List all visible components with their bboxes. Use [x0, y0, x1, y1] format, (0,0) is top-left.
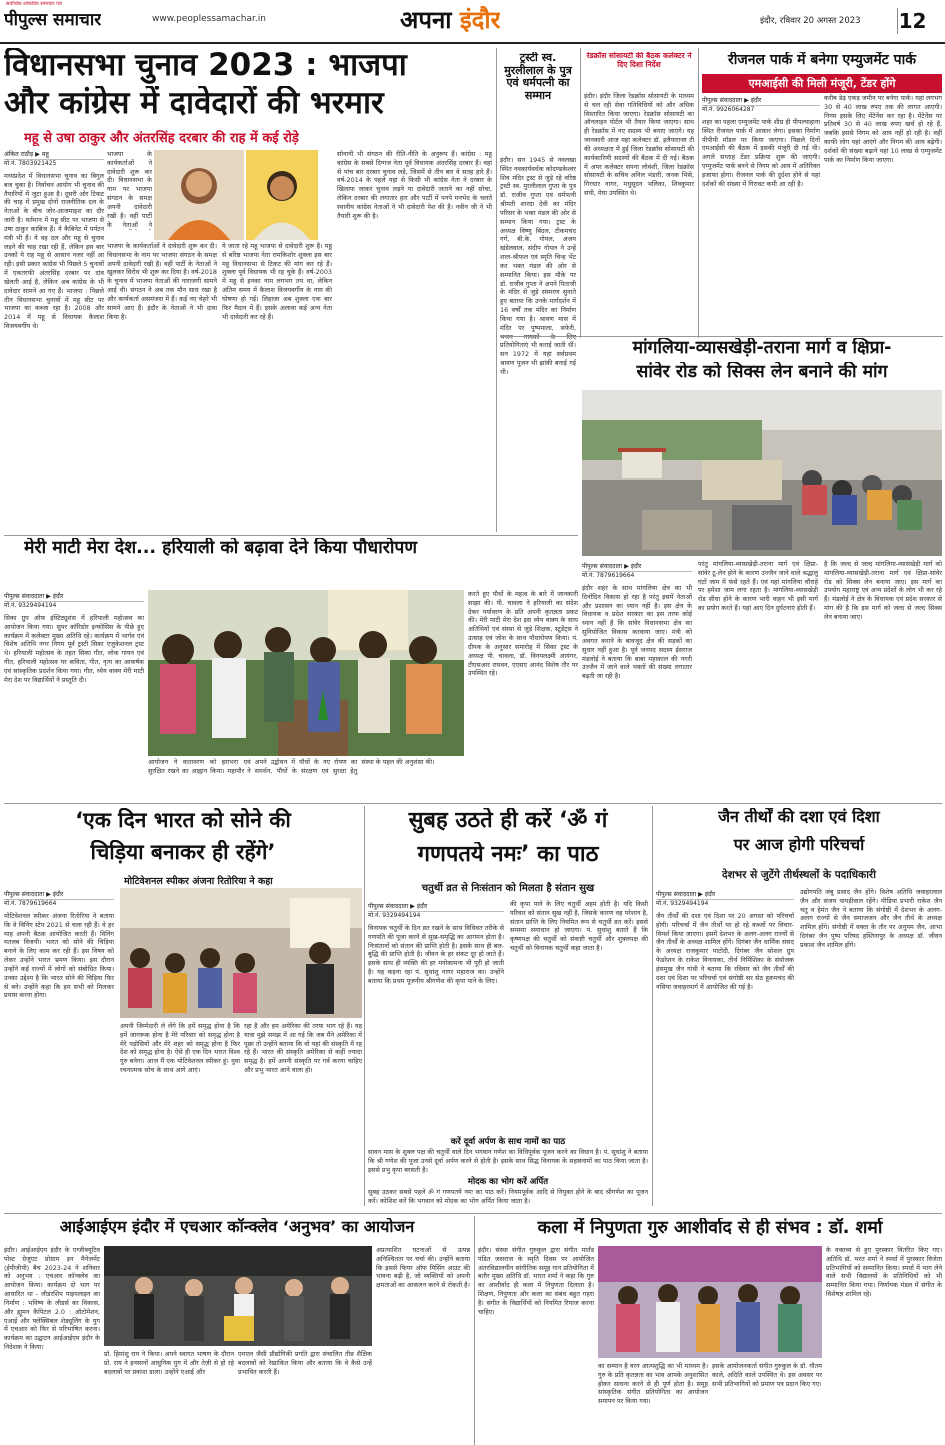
lead-headline-line1: विधानसभा चुनाव 2023 : भाजपा — [4, 48, 407, 83]
mangliya-body-a: इंदौर शहर के साथ मांगलिया क्षेत्र का भी दिनोंदिन विकास हो रहा है परंतु इसमें नेताओं और प्रशासन का ध्यान नहीं है। इस क्षेत्र के विधायक व प्रदेश सरकार का इस तरफ कोई ध्यान नहीं है कि सांवेर विधानसभा क्षेत्र का सुनियोजित विकास करवाया जाए। मंत्री को अवगत कराने के बावजूद क्षेत्र की सड़कों का सुधार नहीं हुआ है। पूर्व जनपद सदस्य ईसराज मंडलोई ने बताया कि बाबा महाकाल की नगरी उज्जैन में जाने वाले भक्तों की संख्या लगातार बढ़ती जा रही है। — [582, 584, 692, 681]
iim-story — [4, 1218, 470, 1445]
lead-story — [4, 48, 492, 532]
park-body-b: करीब डेढ़ एकड़ जमीन पर बनेगा पार्क। यहां लगभग 30 से 40 लाख रुपए तक की लागत आएगी। निगम इसके लिए मेंटेनेंस कर रहा है। मेंटेनेंस पर प्रतिवर्ष 30 से 40 लाख रुपए खर्च हो रहे हैं, जबकि इससे निगम को आय नहीं हो रही है। वहीं काफी लोग यहां आएंगे और निगम की आय बढ़ेगी। दर्शकों की संख्या बढ़ाने यहां 10 लाख से एम्युजमेंट पार्क का निर्माण किया जाएगा। — [824, 94, 942, 164]
ganpati-subhead3: मोदक का भोग करें अर्पित — [467, 1177, 549, 1187]
gold-byline: पीपुल्स संवाददाता ▶ इंदौर — [4, 888, 114, 900]
redcross-story — [584, 52, 694, 332]
plantation-headline: मेरी माटी मेरा देश... हरियाली को बढ़ावा देने किया पौधारोपण — [24, 538, 418, 558]
portrait-icon — [154, 150, 244, 240]
kala-story — [478, 1218, 942, 1445]
lead-body-col4: सोनानी भी संगठन की रीति-नीति के अनुरूप हैं। कांग्रेस : महू कांग्रेस के सबसे दिग्गज नेता पूर्व विधायक अंतरसिंह दरबार हैं। वहां से पांच बार दरबार चुनाव लड़े, जिसमें से तीन बार वे सतह हारे हैं। वर्ष-2014 के पहले यहां से किसी भी कांग्रेस नेता ने दरबार के खिलाफ जाकर चुनाव लड़ने या दावेदारी जताने का नहीं सोचा, लेकिन दरबार की लगातार हार और पार्टी में पनपे मनभेद के चलते स्थानीय कांग्रेस नेताओं ने भी दावेदारी पेश की है। नवीन जी ने भी तैयारी शुरू की है। — [337, 150, 492, 220]
jain-subhead: देशभर से जुटेंगे तीर्थस्थलों के पदाधिकारी — [722, 869, 876, 881]
jain-story — [656, 808, 942, 1208]
traffic-photo — [582, 390, 942, 556]
lead-body-col2: भाजपा के कार्यकर्ताओं ने दावेदारी शुरू कर दी। विधानसभा के नाम पर भाजपा संगठन के समक्ष अपनी दावेदारी रखी है। वहीं पार्टी के नेताओं ने — [107, 150, 152, 229]
masthead-website: www.peoplessamachar.in — [152, 14, 266, 24]
seminar-photo — [120, 888, 362, 1018]
lead-mobile: मो.नं. 7803921425 — [4, 160, 57, 167]
divider — [496, 48, 497, 532]
plantation-image-icon — [148, 590, 464, 756]
traffic-jam-image-icon — [582, 390, 942, 556]
gold-headline-line2: चिड़िया बनाकर ही रहेंगे’ — [90, 840, 276, 864]
ganpati-subhead: चतुर्थी व्रत से निःसंतान को मिलता है संतान सुख — [421, 883, 595, 894]
gold-headline-line1: ‘एक दिन भारत को सोने की — [75, 808, 291, 832]
usha-thakur-photo — [154, 150, 244, 240]
iim-body-a: इंदौर। आईआईएम इंदौर के एग्जीक्यूटिव पोस्ट ग्रेजुएट प्रोग्राम इन मैनेजमेंट (ईपीजीपी) बैच 2023-24 ने शनिवार को अनुभव : एचआर कॉन्क्लेव का आयोजन किया। कार्यक्रम दो भाग पर आधारित था - लीडरशिप पाइपलाइन का निर्माण : भविष्य के लीडर्स का विकास, और ह्यूमन कैपिटल 2.0 : ऑटोमेशन, एआई और फ्लेक्सिबल शेड्यूलिंग के युग में एचआर को फिर से परिभाषित करना। कार्यक्रम का उद्घाटन आईआईएम इंदौर के निदेशक ने किया। — [4, 1246, 100, 1352]
award-ceremony-image-icon — [598, 1246, 822, 1358]
jain-byline: पीपुल्स संवाददाता ▶ इंदौर — [656, 888, 794, 900]
iim-caption2: एमएल जैसी प्रौद्योगिकी प्रगति द्वारा संचालित तीव्र शैक्षिक बदलावों को रेखांकित किया और बताया कि वे कैसे उन्हें प्रभावित करती हैं। — [238, 1350, 372, 1376]
ganpati-headline-line1: सुबह उठते ही करें ‘ॐ गं — [408, 808, 608, 833]
park-headline: रीजनल पार्क में बनेगा एम्युजमेंट पार्क — [728, 52, 916, 68]
trust-body: इंदौर। सन 1945 से नवलखा स्थित नवकार्यवर्धक कोदण्डकेश्वर शिव मंदिर ट्रस्ट से जुड़े रहे वरिष्ठ ट्रस्टी स्व. मुरलीलाल गुप्ता के पुत्र डॉ. राजीव गुप्ता एवं धर्मपत्नी श्रीमती शारदा देवी का मंदिर परिसर के भक्त मंडल की ओर से सम्मान किया गया। ट्रस्ट के अध्यक्ष विष्णु बिंदल, टीकमचंद गर्ग, बी.के. गोयल, अजय खंडेलवाल, संदीप गोयल ने उन्हें शाल-श्रीफल एवं स्मृति चिन्ह भेंट कर भक्त मंडल की ओर से सम्मानित किया। इस मौके पर डॉ. राजीव गुप्ता ने अपने पिताजी के मंदिर से जुड़े संस्मरण सुनाते हुए बताया कि उनके मार्गदर्शन में 16 वर्षों तक मंदिर का निर्माण किया गया है। श्रावण मास में मंदिर पर पुष्पमाला, सफेरी, प्रतियोगिताएं भी कराई जाती थीं। सन 1972 में यहां सर्वप्रथम श्रावण पूजन भी झांकी बनाई गई थी। — [500, 156, 576, 376]
mangliya-body-c: है कि जल्द से जल्द मांगलिया-व्यासखेड़ी मार्ग को मांगलिया-व्यासखेड़ी-तराना मार्ग एवं क्षिप्रा-सांवेर रोड को सिक्स लेन बनाया जाए। इस मार्ग का उपयोग महाराष्ट्र एवं अन्य प्रदेशों के लोग भी कर रहे हैं। मंडलोई ने क्षेत्र के विधायक एवं प्रदेश सरकार से मांग की है कि इस मार्ग को जल्द से जल्द सिक्स लेन बनाया जाए। — [824, 560, 942, 621]
ganpati-body-c: सावन मास के शुक्ल पक्ष की चतुर्थी वाले दिन भगवान गणेश का विधिपूर्वक पूजन करने का विधान है। पं. सुधांशु ने बताया कि श्री गणेश की पूजा उनसे दूर्वा अर्पण करने से होती है। इसके साथ सिद्ध विनायक के सहस्रनामों का पाठ किया जाता है। इससे प्रभु कृपा बरसती है। — [368, 1148, 648, 1174]
divider — [364, 806, 365, 1206]
plantation-story — [4, 538, 578, 800]
plantation-caption: आयोजन ने वातावरण को हराभरा एवं सुरक्षित रखने का आह्वान किया। महापौर ने अपने उद्बोधन में पौधों के नए रोपण का समर्थन, पौधों के संरक्षण एवं सुरक्षा हेतु संस्था के पहल की अनुशंसा की। — [148, 758, 435, 775]
gold-body-a: मोटिवेशनल स्पीकर अंजना रितोरिया ने बताया कि वे विनिंग स्टेप 2021 से चला रही हैं। वे हर माह अपनी बैठक आयोजित करती हैं। विनिंग मतलब विजयी। भारत को सोने की चिड़िया बनाने के लिए काम कर रही हैं। इस विषय को लेकर उन्होंने भारत भ्रमण किया। इस दौरान उन्होंने कई राज्यों में लोगों को संबोधित किया। उनका उद्देश्य है कि भारत सोने की चिड़िया फिर से बने। उन्होंने कहा कि हम सभी को मिलकर प्रयास करना होगा। — [4, 912, 114, 1000]
ganpati-subhead2: करें दूर्वा अर्पण के साथ नामों का पाठ — [450, 1137, 566, 1147]
lead-byline: अंकित राठौड़ ▶ महू — [4, 148, 104, 160]
iim-body-b: अप्रत्याशित घटनाओं से उत्पन्न अनिश्चितता पर चर्चा की। उन्होंने बताया कि इससे फियर ऑफ मिसिंग आउट की भावना बढ़ी है, जो व्यक्तियों को अपनी क्षमताओं का आकलन करने से रोकती है। — [376, 1246, 470, 1290]
kala-headline: कला में निपुणता गुरु आशीर्वाद से ही संभव : डॉ. शर्मा — [537, 1218, 883, 1238]
park-mobile: मो.नं. 9926064287 — [702, 106, 755, 113]
lead-body-col3: ये जाता रहे महू भाजपा से दावेदारी शुरू है। महू से बरिष्ठ भाजपा नेता रामकिशोर शुक्ला इस बार महू विधानसभा से टिकट की मांग कर रहे हैं। शुक्ला पूर्व विधायक भी रह चुके हैं। वर्ष-2003 में महू से इनका नाम लगभग तय था, लेकिन अंतिम समय में कैलाश विजयवर्गीय के नाम की घोषणा हो गई। लिहाजा अब शुक्ला एक बार फिर मैदान में हैं। इसके अलावा कई अन्य नेता भी दावेदारी कर रहे हैं। — [222, 242, 332, 321]
divider — [500, 336, 943, 337]
seminar-image-icon — [120, 888, 362, 1018]
lead-headline-line2: और कांग्रेस में दावेदारों की भरमार — [4, 86, 384, 121]
divider — [474, 1216, 475, 1445]
divider — [652, 806, 653, 1206]
divider — [4, 1213, 942, 1214]
gold-mobile: मो.नं. 7879619664 — [4, 900, 57, 907]
park-body-a: शहर का पहला एम्युजमेंट पार्क शीघ्र ही पीपल्याहाना स्थित रीजनल पार्क में आकार लेगा। इसका निर्माण पीपीपी मॉडल पर किया जाएगा। पिछले दिनों एमआईसी की बैठक में इसकी मंजूरी दी गई थी। अगले सप्ताह टेंडर प्रक्रिया शुरू की जाएगी। एम्युजमेंट पार्क बनने से निगम को आय में अतिरिक्त इजाफा होगा। रीजनल पार्क की दुर्दशा होने से यहां दर्शकों की संख्या में गिरावट कमी आ रही है। — [702, 118, 820, 188]
divider — [698, 48, 699, 338]
ganpati-headline-line2: गणपतये नमः’ का पाठ — [417, 842, 599, 867]
jain-body-a: जैन तीर्थों की दशा एवं दिशा पर 20 अगस्त को परिचर्चा होगी। परिचर्चा में जैन तीर्थों पर हो रहे कब्जों पर विचार-विमर्श किया जाएगा। इसमें देशभर के अलग-अलग राज्यों से जैन तीर्थों के अध्यक्ष शामिल होंगे। दिगंबर जैन धार्मिक संसद के अध्यक्ष राजकुमार पाटोदी, दिगंबर जैन सोशल ग्रुप फेडरेशन के राकेश विनायका, तीर्थ निर्मिशिका के संयोजक हंसमुख जैन गांधी ने बताया कि रविवार को जैन तीर्थों की दशा एवं दिशा पर परिचर्चा एवं संगोष्ठी सर सेठ हुकमचंद की नसिया जवाहरमार्ग में आयोजित की गई है। — [656, 912, 794, 991]
dateline: इंदौर, रविवार 20 अगस्त 2023 — [760, 16, 861, 26]
kala-body-a: इंदौर। संस्था संगीत गुरुकुल द्वारा संगीत मार्तंड पंडित जसराज के स्मृति दिवस पर आयोजित अंतरविद्यालयीन सांगीतिक समूह गान प्रतियोगिता में बतौर मुख्य अतिथि डॉ. भारत शर्मा ने कहा कि गुरु का आशीर्वाद ही कला में निपुणता दिलाता है। शिक्षण, निपुणता और कला का संबंध बहुत गहरा है। संगीत के विद्यार्थियों को नियमित रियाज करना चाहिए। — [478, 1246, 594, 1316]
ganpati-byline: पीपुल्स संवाददाता ▶ इंदौर — [368, 900, 504, 912]
mangliya-headline-line1: मांगलिया-व्यासखेड़ी-तराना मार्ग व क्षिप्रा- — [632, 338, 892, 358]
ganpati-story — [368, 808, 648, 1208]
mangliya-mobile: मो.नं. 7879619664 — [582, 572, 635, 579]
mangliya-byline: पीपुल्स संवाददाता ▶ इंदौर — [582, 560, 692, 572]
masthead — [0, 0, 945, 44]
park-byline: पीपुल्स संवाददाता ▶ इंदौर — [702, 94, 820, 106]
park-subhead: एमआईसी की मिली मंजूरी, टेंडर होंगे — [702, 74, 942, 93]
kala-caption: का सम्मान है वरन आत्मशुद्धि का भी माध्यम है। गुरु के प्रति कृतज्ञता का भाव आपके अनुशासित होकर साधना करने से ही पूर्ण होता है। समूह सांस्कृतिक संगीत प्रतियोगिता का आयोजन समापन पर किया गया। — [598, 1362, 708, 1406]
redcross-body: इंदौर। इंदौर जिला रेडक्रॉस सोसायटी के माध्यम से चल रही सेवा गतिविधियों को और अधिक विस्तारित किया जाएगा। रेडक्रॉस सोसायटी का ऑनलाइन पोर्टल भी तैयार किया जाएगा। साथ ही रेडक्रॉस में नए सदस्य भी बनाए जाएंगे। यह जानकारी आज यहां कलेक्टर डॉ. इलैयाराजा टी की अध्यक्षता में हुई जिला रेडक्रॉस सोसायटी की कार्यकारिणी सदस्यों की बैठक में दी गई। बैठक में अपर कलेक्टर सपना लोवंशी, जिला रेडक्रॉस सोसायटी के सचिव अनिल भंडारी, जनक भिसे, गिरधार नागर, मधुसूदन भलिका, शिवकुमार संघी, मेघा उपस्थित थे। — [584, 92, 694, 198]
lead-subhead: महू से उषा ठाकुर और अंतरसिंह दरबार की राह में कई रोड़े — [24, 131, 299, 146]
gold-subhead: मोटिवेशनल स्पीकर अंजना रितोरिया ने कहा — [124, 876, 273, 887]
ganpati-mobile: मो.नं. 9329494194 — [368, 912, 421, 919]
masthead-logo: पीपुल्स समाचार — [4, 10, 102, 30]
divider — [580, 48, 581, 338]
kala-body-b: इसके आयोजनकर्ता संगीत गुरुकुल के डॉ. गौतम काले, अदिति काले उपस्थित थे। इस अवसर पर सभी प्रतिभागियों को प्रमाण पत्र प्रदान किए गए। — [712, 1362, 822, 1388]
lead-body-col2b: भाजपा के कार्यकर्ताओं ने दावेदारी शुरू कर दी। विधानसभा के नाम पर भाजपा संगठन के समक्ष अपनी दावेदारी रखी है। वहीं पार्टी के नेताओं ने खुलकर विरोध भी शुरू कर दिया है। वर्ष-2018 के चुनाव में भाजपा नेताओं की नाराजगी सामने आई थी। संगठन ने अब तक मौन साध रखा है और कार्यकर्ता असमंजस में हैं। कई नए चेहरे भी सामने आए हैं। इंदौर के नेताओं ने भी दावा किया है। — [107, 242, 217, 321]
ganpati-body-b: की कृपा पाने के लिए चतुर्थी अहम होती है। यदि किसी परिवार को संतान सुख नहीं है, जिसके कारण वह परेशान है, संतान प्राप्ति के लिए नियमित रूप से चतुर्थी व्रत करें। इससे समस्या समाधान हो जाएगा। पं. सुधांशु बताते हैं कि कृष्णपक्ष की चतुर्थी को संकष्टी चतुर्थी और शुक्लपक्ष की चतुर्थी को विनायक चतुर्थी कहा जाता है। — [510, 900, 648, 953]
plantation-photo — [148, 590, 464, 756]
iim-headline: आईआईएम इंदौर में एचआर कॉन्क्लेव ‘अनुभव’ का आयोजन — [59, 1218, 415, 1236]
park-story — [702, 52, 942, 338]
golden-bird-story — [4, 808, 362, 1212]
lead-body-col1: मध्यप्रदेश में विधानसभा चुनाव का बिगुल बज चुका है। निर्वाचन आयोग भी चुनाव की तैयारियों में जुटा हुआ है। दूसरी ओर टिकट की चाह में प्रमुख दोनों राजनीतिक दल के नेताओं के बीच जोर-आजमाइश का दौर जारी है। वर्तमान में महू सीट पर भाजपा से उषा ठाकुर काबिज हैं। ये कैबिनेट में पर्यटन मंत्री भी हैं। ये वह दल और महू से चुनाव लड़ने की चाह रखा रही हैं, लेकिन इस बार उनको ये राह महू से आसान नजर नहीं आ रही। इसी प्रकार कांग्रेस भी पिछले 5 चुनावों में एकतरफी अंतरसिंह दरबार पर दांव खेलती आई है, लेकिन अब कांग्रेस के भी दावेदार सामने आ गए हैं। भाजपा : पिछले तीन विधानसभा चुनावों में महू सीट पर भाजपा का कब्जा रहा है। 2008 और 2014 में महू से विधायक कैलाश विजयवर्गीय थे। — [4, 172, 104, 331]
iim-photo — [104, 1246, 372, 1346]
page-number: 12 — [898, 9, 927, 33]
kala-body-c: के वक्तव्य से हुए पुरस्कार वितरित किए गए। अतिथि डॉ. भरत शर्मा ने स्पर्धा में पुरस्कार विजेता प्रतिभागियों को सम्मानित किया। स्पर्धा में भाग लेने वाले सभी विद्यालयों के प्रतिनिधियों को भी सम्मानित किया गया। निर्णायक मंडल में संगीत के विशेषज्ञ शामिल रहे। — [826, 1246, 942, 1299]
jain-headline-line1: जैन तीर्थों की दशा एवं दिशा — [718, 808, 880, 826]
plantation-body-b: करते हुए पौधों के महत्व के बारे में जानकारी साझा की। पी. चावला ने हरियाली का संदेश देकर पर्यावरण के प्रति अपनी कृतज्ञता प्रकट की। मेरी माटी मेरा देश इस ध्येय वाक्य के साथ अतिथियों एवं संस्था से जुड़े शिक्षक, स्टूडेंट्स ने उत्साह एवं जोश के साथ पौधारोपण किया। पं. दीपक के अनुसार समारोह में सिका ट्रस्ट के अध्यक्ष पी. चावला, डॉ. विनयलक्ष्मी आयंगर, टीएसआर राघवन, एएसए आनंद विशेष तौर पर उपस्थित रहे। — [468, 590, 578, 678]
mangliya-headline-line2: सांवेर रोड को सिक्स लेन बनाने की मांग — [636, 362, 888, 382]
mangliya-body-b: परंतु मांगलिया-व्यासखेड़ी-तराना मार्ग एवं क्षिप्रा-सांवेर टू-लेन होने के कारण उज्जैन जाने वाले श्रद्धालु घंटों जाम में फंसे रहते हैं। एवं यहां मांगलिया चौराहे पर हमेशा जाम लगा रहता है। मांगलिया-व्यासखेड़ी रोड सीधा होने के कारण भारी वाहन भी इसी मार्ग का प्रयोग करते हैं। यहां आए दिन दुर्घटनाएं होती हैं। — [698, 560, 818, 613]
antarsingh-darbar-photo — [246, 150, 318, 240]
kala-photo — [598, 1246, 822, 1358]
trust-headline: ट्रस्टी स्व. मुरलीलाल के पुत्र एवं धर्मपत्नी का सम्मान — [504, 52, 572, 102]
divider — [4, 535, 578, 536]
plantation-mobile: मो.नं. 9329494194 — [4, 602, 57, 609]
conclave-image-icon — [104, 1246, 372, 1346]
plantation-byline: पीपुल्स संवाददाता ▶ इंदौर — [4, 590, 144, 602]
section-city: इंदौर — [459, 6, 501, 34]
section-title — [400, 3, 500, 37]
iim-caption: प्रो. हिमांशु राय ने किया। अपने स्वागत भाषण के दौरान प्रो. राय ने इनसानों आधुनिक युग में और तेज़ी से हो रहे बदलावों पर प्रकाश डाला। उन्होंने एआई और — [104, 1350, 234, 1376]
ganpati-body-a: विनायक चतुर्थी के दिन व्रत रखने के साथ विधिवत तरीके से गणपति की पूजा करने से सुख-समृद्धि का आगमन होता है। निःसंतानों को संतान की प्राप्ति होती है। इसके साथ ही बल-बुद्धि की प्राप्ति होती है। जीवन के हर संकट दूर हो जाते हैं। इसके साथ ही व्यक्ति की हर मनोकामना भी पूरी हो जाती है। यह कहना रहा पं. सुधांशु नागर महाराज का। उन्होंने बताया कि प्रथम पूजनीय श्रीगणेश की कृपा पाने के लिए। — [368, 924, 504, 985]
gold-body-b: अपनी जिम्मेदारी ले लेंगे कि हमें समृद्ध होना है कि हमें जागरूक होना है मेरे परिवार को समृद्ध होना है मेरे पड़ोसियों और मेरे शहर को समृद्ध होना है फिर देश को समृद्ध होना है। ऐसे ही एक दिन भारत विश्व गुरु बनेगा। आज मैं एक मोटिवेशनल स्पीकर हूं। युवा रचनात्मक सोच के साथ आगे आएं। — [120, 1022, 240, 1075]
jain-body-b: उद्योगपति जंबू प्रसाद जैन होंगे। विशेष अतिथि जवाहरलाल जैन और संजय पापड़ीवाल रहेंगे। मीडिया प्रभारी राकेश जैन चतु व हेमंत जैन ने बताया कि संगोष्ठी में देशभर के अलग-अलग राज्यों से जैन समाजजन और जैन तीर्थ के अध्यक्ष शामिल होंगे। संगोष्ठी में वक्ता के तौर पर अनुपम जैन, आभा दिगंबर जैन पुष्प परिषद हस्तिनापुर के अध्यक्ष डॉ. जीवन प्रकाश जैन शामिल होंगे। — [800, 888, 942, 949]
trust-story — [500, 52, 576, 532]
divider — [4, 803, 942, 804]
masthead-tagline: सर्वाधिक लोकप्रिय समाचार पत्र — [6, 1, 62, 7]
plantation-body-a: सिका ग्रुप ऑफ इंस्टिट्यूशंस में हरियाली महोत्सव का आयोजन किया गया। सुपर कॉरिडोर इन्फोसिस के पीछे हुए कार्यक्रम में कलेक्टर मुख्य अतिथि रहे। कार्यक्रम में भार्गव एवं विशेष अतिथि नगर निगम पूर्व ट्रस्टी सिका एजुकेशनल ट्रस्ट थे। हरियाली महोत्सव के तहत सिका गीत, लोक गायन एवं गीत, हरियाली महोत्सव पर कविता, गीत, नृत्य का आकर्षक एवं सांस्कृतिक प्रदर्शन किया गया। गीत, ध्येय वाक्य मेरी माटी मेरा देश पर विद्यार्थियों ने प्रस्तुति दी। — [4, 614, 144, 684]
mangliya-story — [582, 338, 942, 842]
portrait-icon — [246, 150, 318, 240]
ganpati-body-d: सुबह उठकर सबसे पहले ॐ गं गणपतये नमः का पाठ करें। नियमपूर्वक आदि से नियुक्त होने के बाद श्रीगणेश का पूजन करें। कोशिश करें कि भगवान को मोदक का भोग अर्पित किया जाता है। — [368, 1188, 648, 1205]
jain-headline-line2: पर आज होगी परिचर्चा — [733, 836, 865, 854]
section-prefix: अपना — [400, 6, 452, 34]
gold-body-c: रहा है और हम अमेरिका की तरफ भाग रहे हैं। यह यात्रा मुझे समझ में आ गई कि जब मैंने अमेरिका में पूछा तो उन्होंने बताया कि वो यहां की संस्कृति में रह रहे हैं। भारत की संस्कृति अमेरिका से कहीं ज्यादा समृद्ध है। हमें अपनी संस्कृति पर गर्व करना चाहिए और प्रभु भारत आने वाला हो। — [244, 1022, 362, 1075]
jain-mobile: मो.नं. 9329494194 — [656, 900, 709, 907]
redcross-headline: रेडक्रॉस सोसायटी की बैठक कलेक्टर ने दिए दिशा निर्देश — [586, 52, 692, 69]
